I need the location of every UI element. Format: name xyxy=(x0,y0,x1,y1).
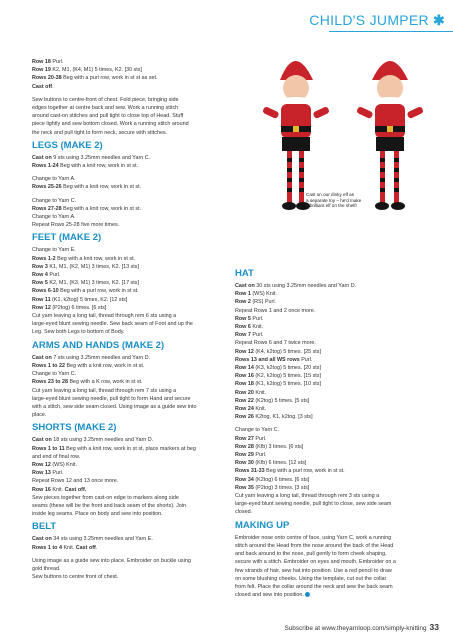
end-mark-icon xyxy=(305,592,310,597)
making-up-heading: MAKING UP xyxy=(235,519,290,531)
instruction-line: Rows 20-38 Beg with a purl row, work in st st as set. xyxy=(32,75,158,82)
footer-subscribe-text: Subscribe at www.theyarnloop.com/simply-knitting xyxy=(284,625,427,632)
instruction-line: Cast off. xyxy=(32,83,54,90)
belt-heading: BELT xyxy=(32,521,57,533)
feet-heading: FEET (MAKE 2) xyxy=(32,232,102,244)
making-up-paragraph: Embroider nose onto centre of face, using Yarn C, work a running stitch around the Head from the nose around the back of the Head and back around to the nose, pull gently to form cheek shaping, secure with a stitch. Embroider on eyes and mouth. Embroider on a few strands of hair, sew hat into position. Use a red pencil to draw on some blushing cheeks. Using the template, cut out the collar from felt. Place the collar around the neck and sew the back seam closed and sew into position. xyxy=(235,534,396,599)
right-column xyxy=(235,265,431,599)
left-column xyxy=(32,58,222,581)
legs-instructions: Cast on 9 sts using 3.25mm needles and Yarn C. Rows 1-24 Beg with a knit row, work in st st. Change to Yarn A. Rows 25-26 Beg with a knit row, work in st st. Change to Yarn C. Rows 27-28 Beg with a knit row, work in st st. Change to Yarn A. Repeat Rows 25-28 five more times. xyxy=(32,154,151,229)
arms-heading: ARMS AND HANDS (MAKE 2) xyxy=(32,339,165,351)
body-instructions xyxy=(32,58,222,91)
photo-caption-line: a separate toy – he'd make xyxy=(306,197,362,203)
snowflake-icon: ✱ xyxy=(432,12,445,28)
belt-instructions: Cast on 34 sts using 3.25mm needles and Yarn E. Rows 1 to 4 Knit. Cast off. Using image as a guide sew into place. Embroider on buckle using gold thread. Sew buttons to centre front of chest. xyxy=(32,536,191,581)
instruction-line: Row 19 K2, M1, (K4, M1) 5 times, K2. [30 sts] xyxy=(32,67,142,74)
hat-instructions: Cast on 30 sts using 3.25mm needles and Yarn D. Row 1 (WS) Knit. Row 2 (RS) Purl. Repeat Rows 1 and 2 once more. Row 5 Purl. Row 6 Knit. Row 7 Purl. Repeat Rows 6 and 7 twice more. Row 12 (K4, k2tog) 5 times. [25 sts] Rows 13 and all WS rows Purl. Row 14 (K3, k2tog) 5 times. [20 sts] Row 16 (K2, k2tog) 5 times. [15 sts] Row 18 (K1, k2tog) 5 times. [10 sts] Row 20 Knit. Row 22 (K2tog) 5 times. [5 sts] Row 24 Knit. Row 26 K2tog, K1, k2tog. [3 sts] Change to Yarn C. Row 27 Purl. Row 28 (Kfb) 3 times. [6 sts] Row 29 Purl. Row 30 (Kfb) 6 times. [12 sts] Rows 31-33 Beg with a purl row, work in st st. Row 34 (K2tog) 6 times. [6 sts] Row 35 (P2tog) 3 times. [3 sts] Cut yarn leaving a long tail, thread through rem 3 sts using a large-eyed blunt sewing needle, pull tight to close, sew side seam closed. xyxy=(235,283,392,516)
photo-caption-line: a brilliant elf on the shelf! xyxy=(306,203,357,209)
shorts-heading: SHORTS (MAKE 2) xyxy=(32,422,117,434)
photo-caption xyxy=(306,192,368,209)
feet-instructions: Change to Yarn E. Rows 1-2 Beg with a knit row, work in st st. Row 3 K1, M1, (K2, M1) 3 times, K2. [13 sts] Row 4 Purl. Row 5 K2, M1, (K3, M1) 3 times, K2. [17 sts] Rows 6-10 Beg with a purl row, work in st st. Row 11 (K1, k2tog) 5 times, K2. [12 sts] Row 12 (P2tog) 6 times. [6 sts] Cut yarn leaving a long tail, thread through rem 6 sts using a large-eyed blunt sewing needle. Sew back seam of Foot and up the Leg. Sew both Legs to bottom of Body. xyxy=(32,247,193,336)
instruction-line: Row 18 Purl. xyxy=(32,59,64,65)
elf-left xyxy=(262,44,330,210)
legs-heading: LEGS (MAKE 2) xyxy=(32,139,103,151)
shorts-instructions: Cast on 18 sts using 3.25mm needles and Yarn D. Rows 1 to 11 Beg with a knit row, work in st st, place markers at beg and end of final row. Row 12 (WS) Knit. Row 13 Purl. Repeat Rows 12 and 13 once more. Row 16 Knit. Cast off. Sew pieces together from cast-on edge to markers along side seams (these will be the front and back seam of the shorts). Join inside leg seams. Place on body and sew into position. xyxy=(32,437,196,518)
elf-photo xyxy=(235,40,453,262)
page-number: 33 xyxy=(429,622,439,632)
section-title xyxy=(309,12,445,29)
page-footer xyxy=(284,622,439,632)
photo-caption-line: Cast on our dinky elf as xyxy=(306,192,355,197)
sewing-paragraph: Sew buttons to centre-front of chest. Fold piece, bringing side edges together at centre back and sew. Work a running stitch around cast-on stitches and pull tight to close top of Head. Stuff piece lightly and sew bottom closed. Work a running stitch around the neck and pull tight to form neck, secure with stitches. xyxy=(32,96,189,136)
elf-right xyxy=(356,44,424,210)
hat-heading: HAT xyxy=(235,268,254,279)
section-title-text: CHILD'S JUMPER xyxy=(309,12,429,28)
header-rule xyxy=(329,31,453,32)
arms-instructions: Cast on 7 sts using 3.25mm needles and Yarn D. Rows 1 to 22 Beg with a knit row, work in st st. Change to Yarn C. Rows 23 to 28 Beg with a K row, work in st st. Cut yarn leaving a long tail, thread through rem 7 sts using a large-eyed blunt sewing needle, pull tight to form Hand and secure with a stitch, sew side seam closed. Using image as a guide sew into place. xyxy=(32,354,197,419)
